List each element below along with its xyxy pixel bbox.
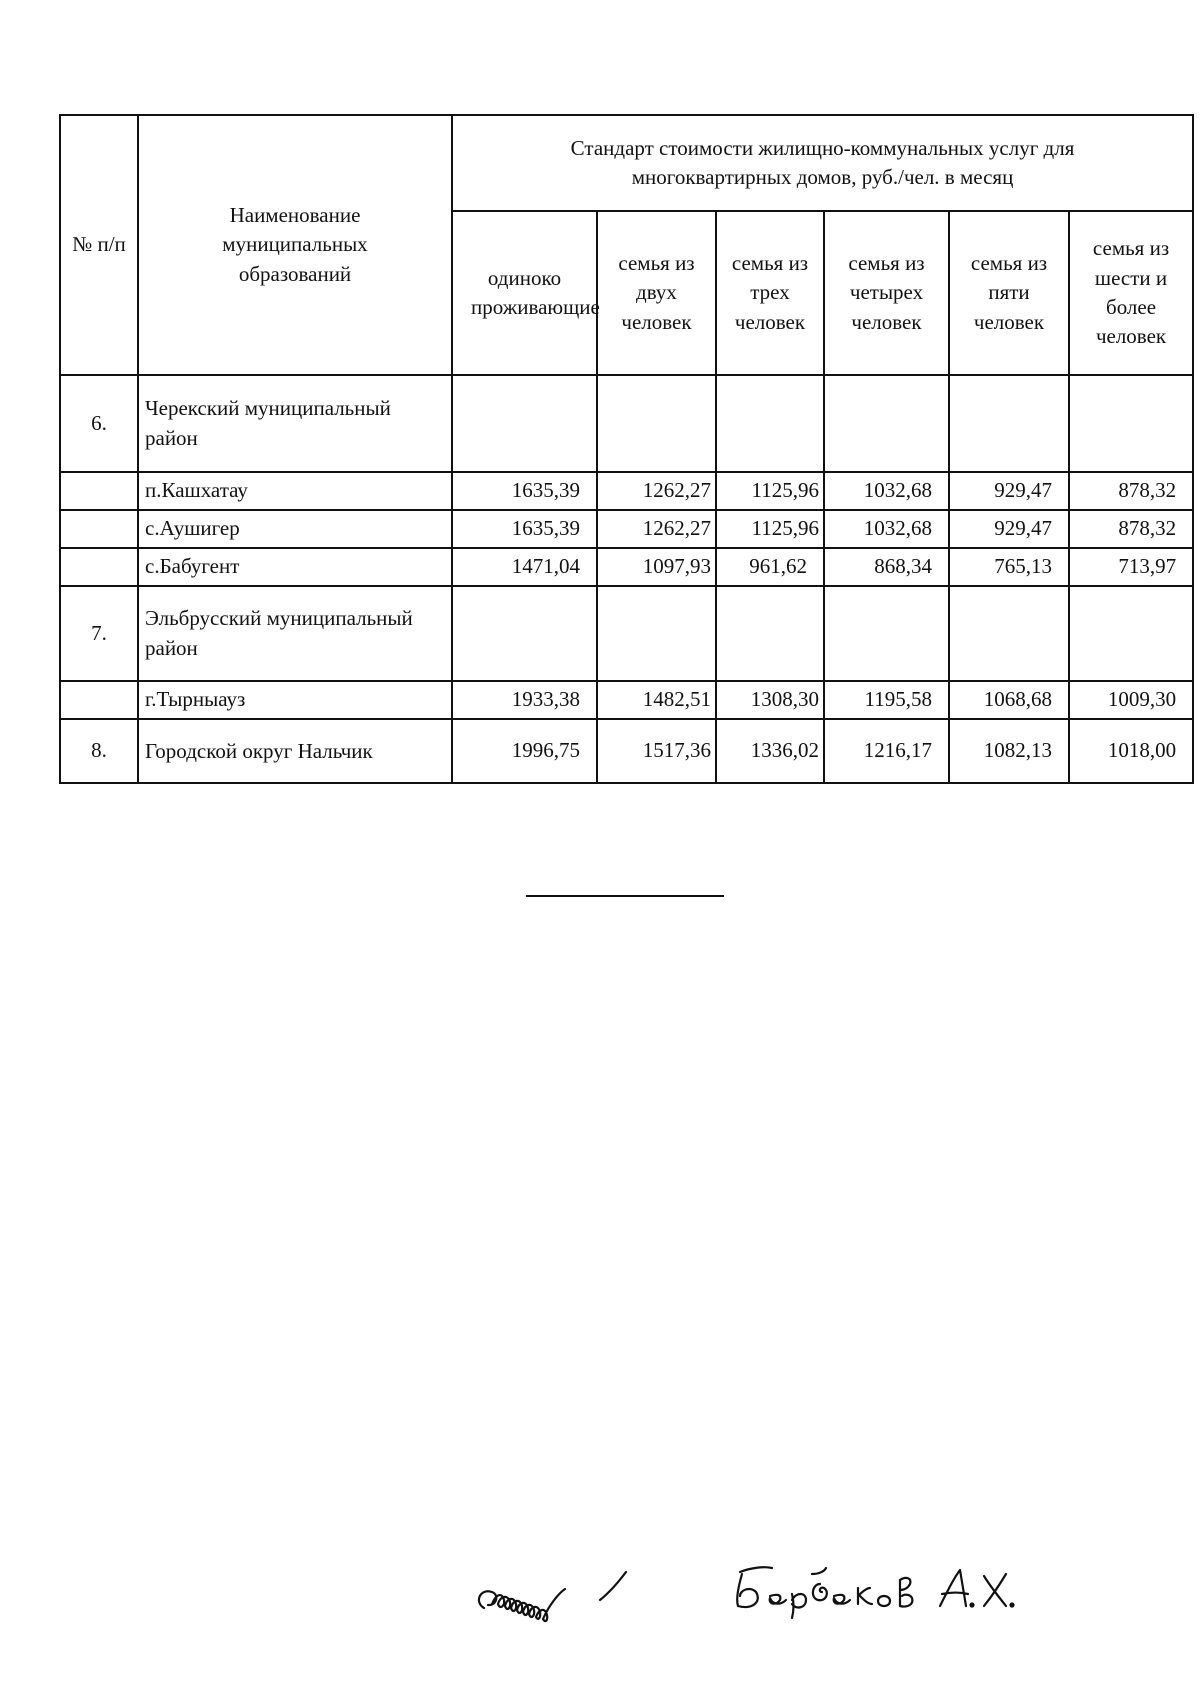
value-cell: 1082,13 <box>949 719 1069 783</box>
value-cell: 1195,58 <box>824 681 949 719</box>
housing-cost-table <box>59 114 1194 784</box>
value-cell: 1032,68 <box>824 510 949 548</box>
section-name: Эльбрусский муниципальный район <box>138 586 452 681</box>
value-cell: 1018,00 <box>1069 719 1193 783</box>
value-cell: 929,47 <box>949 472 1069 510</box>
value-cell: 1471,04 <box>452 548 597 586</box>
section-name: Черекский муниципальный район <box>138 375 452 472</box>
value-cell: 1517,36 <box>597 719 716 783</box>
table-row <box>60 548 1193 586</box>
table-row <box>60 510 1193 548</box>
settlement-name: с.Аушигер <box>138 510 452 548</box>
column-header-single: одиноко проживающие <box>452 211 597 375</box>
table-row <box>60 472 1193 510</box>
value-cell: 1308,30 <box>716 681 824 719</box>
handwritten-signature <box>470 1550 1030 1630</box>
value-cell: 1216,17 <box>824 719 949 783</box>
number-column-header: № п/п <box>60 115 138 375</box>
section-row <box>60 375 1193 472</box>
value-cell: 1097,93 <box>597 548 716 586</box>
value-cell: 868,34 <box>824 548 949 586</box>
section-row <box>60 586 1193 681</box>
value-cell: 1635,39 <box>452 510 597 548</box>
settlement-name: п.Кашхатау <box>138 472 452 510</box>
end-divider-line <box>526 895 724 897</box>
value-cell: 1635,39 <box>452 472 597 510</box>
value-cell: 1336,02 <box>716 719 824 783</box>
value-cell: 1933,38 <box>452 681 597 719</box>
value-cell: 1068,68 <box>949 681 1069 719</box>
value-cell: 1262,27 <box>597 472 716 510</box>
name-column-header: Наименование муниципальных образований <box>138 115 452 375</box>
value-cell: 961,62 <box>716 548 824 586</box>
header-row-top <box>60 115 1193 211</box>
settlement-name: г.Тырныауз <box>138 681 452 719</box>
value-cell: 713,97 <box>1069 548 1193 586</box>
value-cell: 1262,27 <box>597 510 716 548</box>
table-row <box>60 681 1193 719</box>
value-cell: 878,32 <box>1069 510 1193 548</box>
section-row <box>60 719 1193 783</box>
column-header-family-3: семья из трех человек <box>716 211 824 375</box>
settlement-name: с.Бабугент <box>138 548 452 586</box>
value-cell: 1996,75 <box>452 719 597 783</box>
section-name: Городской округ Нальчик <box>138 719 452 783</box>
column-header-family-2: семья из двух человек <box>597 211 716 375</box>
value-cell: 1032,68 <box>824 472 949 510</box>
section-number: 7. <box>60 586 138 681</box>
column-header-family-6: семья из шести и более человек <box>1069 211 1193 375</box>
value-cell: 929,47 <box>949 510 1069 548</box>
value-cell: 1125,96 <box>716 472 824 510</box>
section-number: 8. <box>60 719 138 783</box>
value-cell: 1482,51 <box>597 681 716 719</box>
column-header-family-5: семья из пяти человек <box>949 211 1069 375</box>
value-cell: 765,13 <box>949 548 1069 586</box>
value-cell: 1125,96 <box>716 510 824 548</box>
cost-standard-header: Стандарт стоимости жилищно-коммунальных услуг для многоквартирных домов, руб./чел. в месяц <box>452 115 1193 211</box>
column-header-family-4: семья из четырех человек <box>824 211 949 375</box>
value-cell: 878,32 <box>1069 472 1193 510</box>
section-number: 6. <box>60 375 138 472</box>
value-cell: 1009,30 <box>1069 681 1193 719</box>
